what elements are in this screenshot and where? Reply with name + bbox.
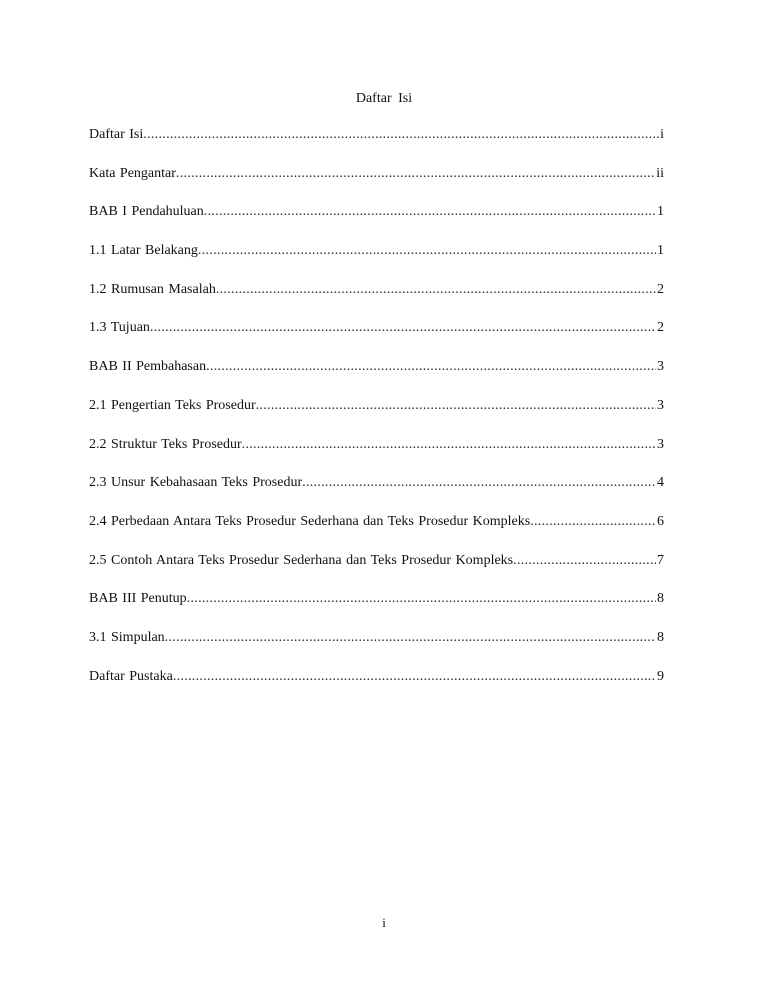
dot-leader xyxy=(165,630,656,646)
dot-leader xyxy=(187,591,656,607)
toc-entry-page: 3 xyxy=(657,436,664,452)
toc-entry[interactable] xyxy=(89,437,664,459)
toc-entry-page: 3 xyxy=(657,359,664,375)
toc-entry[interactable] xyxy=(89,514,664,536)
dot-leader xyxy=(173,669,656,685)
toc-entry-label: Daftar Isi xyxy=(89,127,144,142)
dot-leader xyxy=(198,243,656,259)
toc-entry[interactable] xyxy=(89,475,664,497)
toc-entry[interactable] xyxy=(89,669,664,691)
toc-entry-label: Daftar Pustaka xyxy=(89,668,173,684)
dot-leader xyxy=(150,320,656,336)
toc-entry-page: ii xyxy=(656,165,664,181)
dot-leader xyxy=(216,282,656,298)
toc-entry-label: 2.1 Pengertian Teks Prosedur xyxy=(89,397,256,413)
toc-entry-page: 9 xyxy=(657,668,664,684)
dot-leader xyxy=(256,398,656,414)
toc-entry-label: 2.2 Struktur Teks Prosedur xyxy=(89,436,242,452)
toc-entry-page: 6 xyxy=(657,513,664,529)
toc-entry[interactable] xyxy=(89,398,664,420)
toc-entry-page: 3 xyxy=(657,397,664,413)
toc-entry[interactable] xyxy=(89,127,664,149)
toc-entry-page: 1 xyxy=(657,243,664,259)
dot-leader xyxy=(302,475,656,491)
toc-entry-label: 1.3 Tujuan xyxy=(89,320,150,336)
toc-entry-page: 8 xyxy=(657,591,664,607)
table-of-contents xyxy=(89,127,664,707)
toc-entry-label: Kata Pengantar xyxy=(89,165,176,181)
toc-entry-page: 1 xyxy=(657,204,664,220)
toc-entry[interactable] xyxy=(89,166,664,188)
toc-entry-label: 2.3 Unsur Kebahasaan Teks Prosedur xyxy=(89,475,303,491)
dot-leader xyxy=(513,553,656,569)
toc-entry-label: 1.1 Latar Belakang xyxy=(89,243,198,259)
toc-entry-page: 8 xyxy=(657,629,664,645)
toc-entry-label: 2.5 Contoh Antara Teks Prosedur Sederhana dan Teks Prosedur Kompleks xyxy=(89,552,514,568)
toc-entry[interactable] xyxy=(89,359,664,381)
toc-entry[interactable] xyxy=(89,243,664,265)
toc-entry-label: BAB II Pembahasan xyxy=(89,359,207,375)
toc-entry[interactable] xyxy=(89,320,664,342)
toc-entry[interactable] xyxy=(89,591,664,613)
toc-entry-label: BAB I Pendahuluan xyxy=(89,204,204,220)
page-title: Daftar Isi xyxy=(355,91,413,106)
page-number: i xyxy=(382,915,386,930)
toc-entry-label: 1.2 Rumusan Masalah xyxy=(89,281,216,297)
toc-entry[interactable] xyxy=(89,553,664,575)
toc-entry-page: 2 xyxy=(657,320,664,336)
toc-entry-label: BAB III Penutup xyxy=(89,591,187,607)
toc-entry-page: 7 xyxy=(657,552,664,568)
toc-entry-label: 2.4 Perbedaan Antara Teks Prosedur Sederhana dan Teks Prosedur Kompleks xyxy=(89,513,531,529)
toc-entry[interactable] xyxy=(89,630,664,652)
toc-entry-page: 4 xyxy=(657,475,664,491)
toc-entry[interactable] xyxy=(89,282,664,304)
toc-entry-label: 3.1 Simpulan xyxy=(89,629,165,645)
dot-leader xyxy=(242,437,656,453)
dot-leader xyxy=(204,204,656,220)
toc-entry[interactable] xyxy=(89,204,664,226)
dot-leader xyxy=(143,127,659,143)
dot-leader xyxy=(530,514,656,530)
dot-leader xyxy=(206,359,656,375)
toc-entry-page: i xyxy=(660,127,664,142)
toc-entry-page: 2 xyxy=(657,281,664,297)
dot-leader xyxy=(176,166,655,182)
